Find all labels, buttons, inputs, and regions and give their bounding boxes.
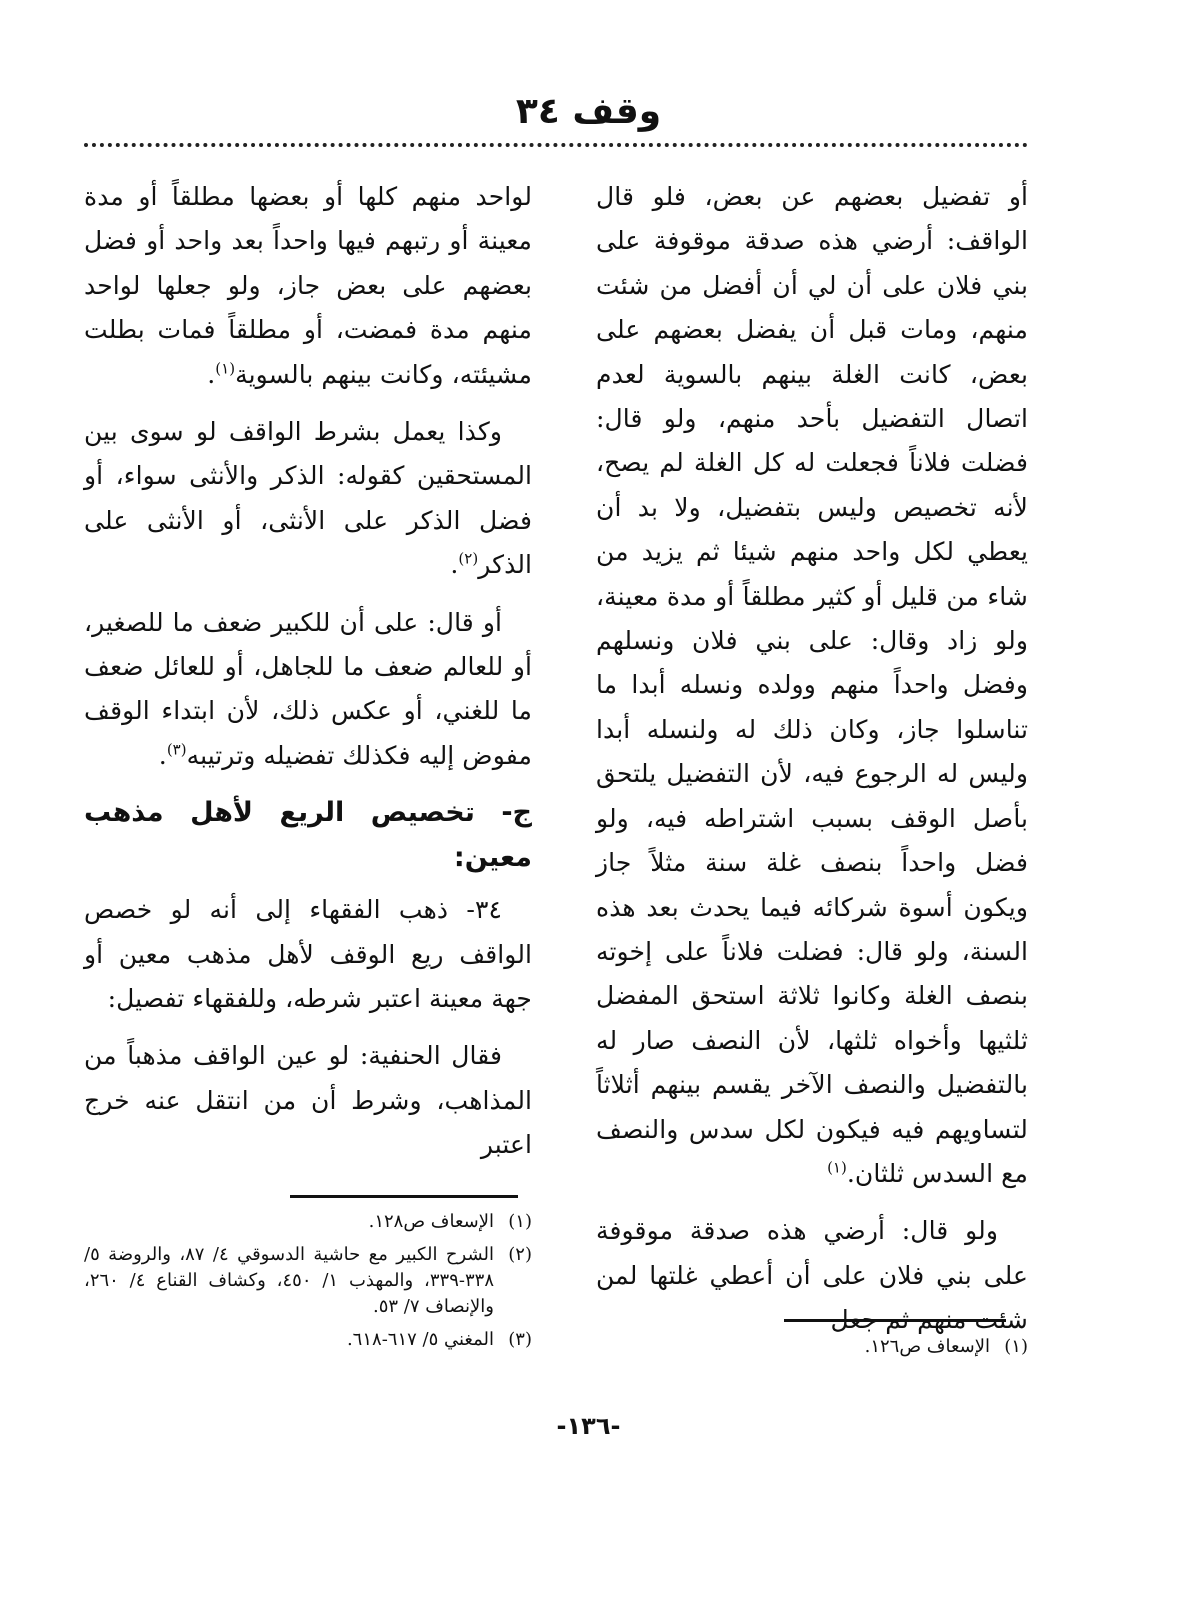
footnote-ref: (١) [827, 1158, 847, 1177]
paragraph: فقال الحنفية: لو عين الواقف مذهباً من المذاهب، وشرط أن من انتقل عنه خرج اعتبر [84, 1041, 532, 1160]
footnote-divider [290, 1195, 518, 1198]
footnote-ref: (١) [215, 359, 236, 378]
footnote-number: (١) [508, 1211, 532, 1232]
paragraph: لواحد منهم كلها أو بعضها مطلقاً أو مدة معينة أو رتبهم فيها واحداً بعد واحد أو فضل بعضهم على بعض جاز، ولو جعلها لواحد منهم مدة فمضت، أو مطلقاً فمات بطلت مشيئته، وكانت بينهم بالسوية$^{(١)}$. [84, 182, 532, 389]
footnote [596, 1334, 1028, 1360]
paragraph-text: أو تفضيل بعضهم عن بعض، فلو قال الواقف: أرضي هذه صدقة موقوفة على بني فلان على أن لي أن أفضل من شئت منهم، ومات قبل أن يفضل بعضهم على بعض، كانت الغلة بينهم بالسوية لعدم اتصال التفضيل بأحد منهم، ولو قال: فضلت فلاناً فجعلت له كل الغلة لم يصح، لأنه تخصيص وليس بتفضيل، ولا بد أن يعطي لكل واحد منهم شيئا ثم يزيد من شاء من قليل أو كثير مطلقاً أو مدة معينة، ولو زاد وقال: على بني فلان ونسلهم وفضل واحداً منهم وولده ونسله أبدا ما تناسلوا جاز، وكان ذلك له ولنسله أبدا وليس له الرجوع فيه، لأن التفضيل يلتحق بأصل الوقف بسبب اشتراطه فيه، ولو فضل واحداً بنصف غلة سنة مثلاً جاز ويكون أسوة شركائه فيما يحدث بعد هذه السنة، ولو قال: فضلت فلاناً على إخوته بنصف الغلة وكانوا ثلاثة استحق المفضل ثلثيها وأخواه ثلثها، لأن النصف صار له بالتفضيل والنصف الآخر يقسم بينهم أثلاثاً لتساويهم فيه فيكون لكل سدس والنصف مع السدس ثلثان [596, 182, 1028, 1188]
header-divider [84, 143, 1028, 147]
footnote [84, 1209, 532, 1235]
paragraph: أو تفضيل بعضهم عن بعض، فلو قال الواقف: أرضي هذه صدقة موقوفة على بني فلان على أن لي أن أفضل من شئت منهم، ومات قبل أن يفضل بعضهم على بعض، كانت الغلة بينهم بالسوية لعدم اتصال التفضيل بأحد منهم، ولو قال: فضلت فلاناً فجعلت له كل الغلة لم يصح، لأنه تخصيص وليس بتفضيل، ولا بد أن يعطي لكل واحد منهم شيئا ثم يزيد من شاء من قليل أو كثير مطلقاً أو مدة معينة، ولو زاد وقال: على بني فلان ونسلهم وفضل واحداً منهم وولده ونسله أبدا ما تناسلوا جاز، وكان ذلك له ولنسله أبدا وليس له الرجوع فيه، لأن التفضيل يلتحق بأصل الوقف بسبب اشتراطه فيه، ولو فضل واحداً بنصف غلة سنة مثلاً جاز ويكون أسوة شركائه فيما يحدث بعد هذه السنة، ولو قال: فضلت فلاناً على إخوته بنصف الغلة وكانوا ثلاثة استحق المفضل ثلثيها وأخواه ثلثها، لأن النصف صار له بالتفضيل والنصف الآخر يقسم بينهم أثلاثاً لتساويهم فيه فيكون لكل سدس والنصف مع السدس ثلثان.$^{(١)}$ [596, 182, 1028, 1188]
footnote [84, 1242, 532, 1320]
text-column-right [596, 175, 1028, 1356]
page-title: وقف ٣٤ [515, 91, 662, 132]
footnote-text: الشرح الكبير مع حاشية الدسوقي ٤/ ٨٧، والروضة ٥/ ٣٣٨-٣٣٩، والمهذب ١/ ٤٥٠، وكشاف القناع ٤/ ٢٦٠، والإنصاف ٧/ ٥٣. [84, 1244, 494, 1317]
footnote-divider [784, 1319, 1006, 1322]
text-column-left [84, 175, 532, 1181]
paragraph: ولو قال: أرضي هذه صدقة موقوفة على بني فلان على أن أعطي غلتها لمن شئت منهم ثم جعل [596, 1216, 1028, 1335]
footnote-ref: (٢) [458, 549, 479, 568]
footnote-number: (٢) [508, 1244, 532, 1265]
footnote-number: (١) [1004, 1336, 1028, 1357]
paragraph: ٣٤- ذهب الفقهاء إلى أنه لو خصص الواقف ريع الوقف لأهل مذهب معين أو جهة معينة اعتبر شرطه، وللفقهاء تفصيل: [84, 895, 532, 1013]
footnotes-left [84, 1209, 532, 1360]
footnotes-right [596, 1334, 1028, 1367]
footnote-text: الإسعاف ص١٢٨. [368, 1211, 494, 1232]
footnote-text: المغني ٥/ ٦١٧-٦١٨. [346, 1329, 494, 1350]
section-heading: ج- تخصيص الريع لأهل مذهب معين: [84, 797, 532, 873]
footnote-number: (٣) [508, 1329, 532, 1350]
footnote [84, 1327, 532, 1353]
paragraph-text: وكذا يعمل بشرط الواقف لو سوى بين المستحقين كقوله: الذكر والأنثى سواء، أو فضل الذكر على الأنثى، أو الأنثى على الذكر [84, 417, 532, 580]
paragraph-text: لواحد منهم كلها أو بعضها مطلقاً أو مدة معينة أو رتبهم فيها واحداً بعد واحد أو فضل بعضهم على بعض جاز، ولو جعلها لواحد منهم مدة فمضت، أو مطلقاً فمات بطلت مشيئته، وكانت بينهم بالسوية [84, 182, 532, 389]
paragraph: أو قال: على أن للكبير ضعف ما للصغير، أو للعالم ضعف ما للجاهل، أو للعائل ضعف ما للغني، أو عكس ذلك، لأن ابتداء الوقف مفوض إليه فكذلك تفضيله وترتيبه$^{(٣)}$. [84, 607, 532, 770]
footnote-ref: (٣) [166, 740, 187, 759]
page-number: -١٣٦- [556, 1412, 621, 1440]
paragraph: وكذا يعمل بشرط الواقف لو سوى بين المستحقين كقوله: الذكر والأنثى سواء، أو فضل الذكر على الأنثى، أو الأنثى على الذكر$^{(٢)}$. [84, 417, 532, 580]
footnote-text: الإسعاف ص١٢٦. [864, 1336, 990, 1357]
paragraph-text: أو قال: على أن للكبير ضعف ما للصغير، أو للعالم ضعف ما للجاهل، أو للعائل ضعف ما للغني، أو عكس ذلك، لأن ابتداء الوقف مفوض إليه فكذلك تفضيله وترتيبه [84, 607, 532, 770]
